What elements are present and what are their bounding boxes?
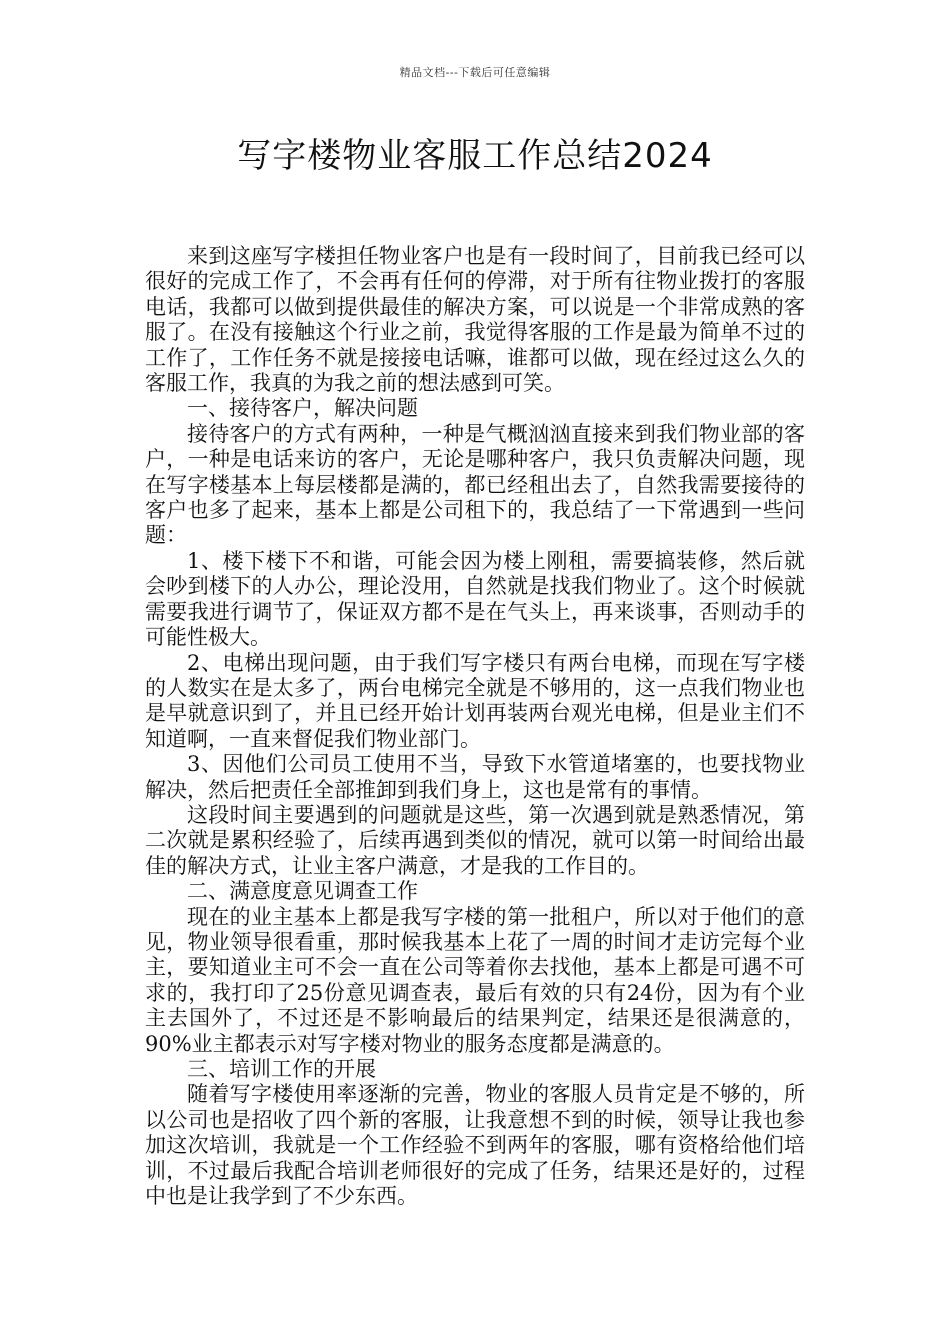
body-paragraph: 接待客户的方式有两种，一种是气概汹汹直接来到我们物业部的客户，一种是电话来访的客户，无论是哪种客户，我只负责解决问题，现在写字楼基本上每层楼都是满的，都已经租出去了，自然我需要接待的客户也多了起来，基本上都是公司租下的，我总结了一下常遇到一些问题： (145, 421, 805, 548)
list-item-3: 3、因他们公司员工使用不当，导致下水管道堵塞的，也要找物业解决，然后把责任全部推卸到我们身上，这也是常有的事情。 (145, 752, 805, 802)
section-heading-training: 三、培训工作的开展 (187, 1057, 376, 1081)
list-item-1: 1、楼下楼下不和谐，可能会因为楼上刚租，需要搞装修，然后就会吵到楼下的人办公，理论没用，自然就是找我们物业了。这个时候就需要我进行调节了，保证双方都不是在气头上，再来谈事，否则动手的可能性极大。 (145, 548, 805, 650)
header-note: 精品文档---下载后可任意编辑 (399, 66, 551, 79)
intro-paragraph: 来到这座写字楼担任物业客户也是有一段时间了，目前我已经可以很好的完成工作了，不会再有任何的停滞，对于所有往物业拨打的客服电话，我都可以做到提供最佳的解决方案，可以说是一个非常成熟的客服了。在没有接触这个行业之前，我觉得客服的工作是最为简单不过的工作了，工作任务不就是接接电话嘛，谁都可以做，现在经过这么久的客服工作，我真的为我之前的想法感到可笑。 (145, 244, 805, 396)
body-paragraph: 随着写字楼使用率逐渐的完善，物业的客服人员肯定是不够的，所以公司也是招收了四个新的客服，让我意想不到的时候，领导让我也参加这次培训，我就是一个工作经验不到两年的客服，哪有资格给他们培训，不过最后我配合培训老师很好的完成了任务，结果还是好的，过程中也是让我学到了不少东西。 (145, 1082, 805, 1209)
body-paragraph: 现在的业主基本上都是我写字楼的第一批租户，所以对于他们的意见，物业领导很看重，那时候我基本上花了一周的时间才走访完每个业主，要知道业主可不会一直在公司等着你去找他，基本上都是可遇不可求的，我打印了25份意见调查表，最后有效的只有24份，因为有个业主去国外了，不过还是不影响最后的结果判定，结果还是很满意的，90%业主都表示对写字楼对物业的服务态度都是满意的。 (145, 904, 805, 1056)
section-heading-reception: 一、接待客户，解决问题 (187, 396, 418, 421)
section-heading-survey: 二、满意度意见调查工作 (187, 879, 418, 904)
body-paragraph: 这段时间主要遇到的问题就是这些，第一次遇到就是熟悉情况，第二次就是累积经验了，后续再遇到类似的情况，就可以第一时间给出最佳的解决方式，让业主客户满意，才是我的工作目的。 (145, 802, 805, 878)
document-body (145, 244, 805, 1209)
list-item-2: 2、电梯出现问题，由于我们写字楼只有两台电梯，而现在写字楼的人数实在是太多了，两台电梯完全就是不够用的，这一点我们物业也是早就意识到了，并且已经开始计划再装两台观光电梯，但是业主们不知道啊，一直来督促我们物业部门。 (145, 650, 805, 751)
document-title: 写字楼物业客服工作总结2024 (237, 136, 713, 176)
